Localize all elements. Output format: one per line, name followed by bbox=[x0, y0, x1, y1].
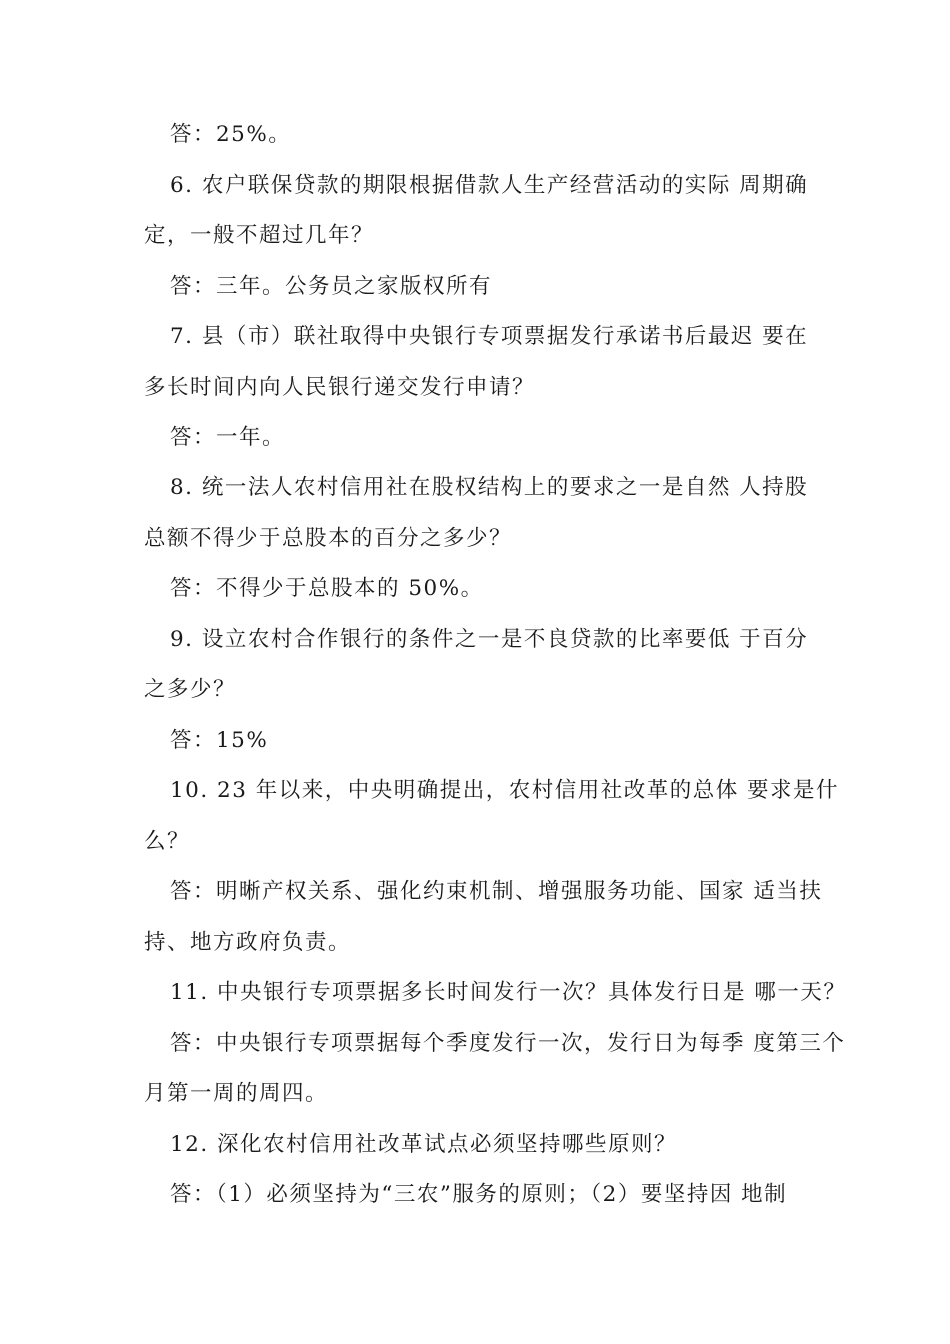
answer-10-line-2: 持、地方政府负责。 bbox=[144, 930, 352, 955]
question-7-line-1: 7. 县（市）联社取得中央银行专项票据发行承诺书后最迟 要在 bbox=[170, 324, 809, 349]
answer-12-line-1: 答：（1）必须坚持为“三农”服务的原则；（2）要坚持因 地制 bbox=[170, 1182, 788, 1207]
question-10-line-2: 么？ bbox=[144, 829, 191, 854]
question-9-line-2: 之多少？ bbox=[144, 677, 237, 702]
question-9-line-1: 9. 设立农村合作银行的条件之一是不良贷款的比率要低 于百分 bbox=[170, 627, 809, 652]
answer-6: 答：三年。公务员之家版权所有 bbox=[170, 274, 493, 299]
answer-10-line-1: 答：明晰产权关系、强化约束机制、增强服务功能、国家 适当扶 bbox=[170, 879, 823, 904]
answer-5: 答：25%。 bbox=[170, 122, 292, 147]
answer-11-line-2: 月第一周的周四。 bbox=[144, 1081, 329, 1106]
question-6-line-1: 6. 农户联保贷款的期限根据借款人生产经营活动的实际 周期确 bbox=[170, 173, 809, 198]
answer-7: 答：一年。 bbox=[170, 425, 286, 450]
answer-8: 答：不得少于总股本的 50%。 bbox=[170, 576, 484, 601]
question-8-line-1: 8. 统一法人农村信用社在股权结构上的要求之一是自然 人持股 bbox=[170, 475, 809, 500]
question-6-line-2: 定，一般不超过几年？ bbox=[144, 223, 375, 248]
question-11: 11. 中央银行专项票据多长时间发行一次？具体发行日是 哪一天？ bbox=[170, 980, 847, 1005]
question-8-line-2: 总额不得少于总股本的百分之多少？ bbox=[144, 526, 513, 551]
question-10-line-1: 10. 23 年以来，中央明确提出，农村信用社改革的总体 要求是什 bbox=[170, 778, 840, 803]
answer-11-line-1: 答：中央银行专项票据每个季度发行一次，发行日为每季 度第三个 bbox=[170, 1031, 846, 1056]
question-7-line-2: 多长时间内向人民银行递交发行申请？ bbox=[144, 375, 536, 400]
question-12: 12. 深化农村信用社改革试点必须坚持哪些原则？ bbox=[170, 1132, 678, 1157]
answer-9: 答：15% bbox=[170, 728, 269, 753]
